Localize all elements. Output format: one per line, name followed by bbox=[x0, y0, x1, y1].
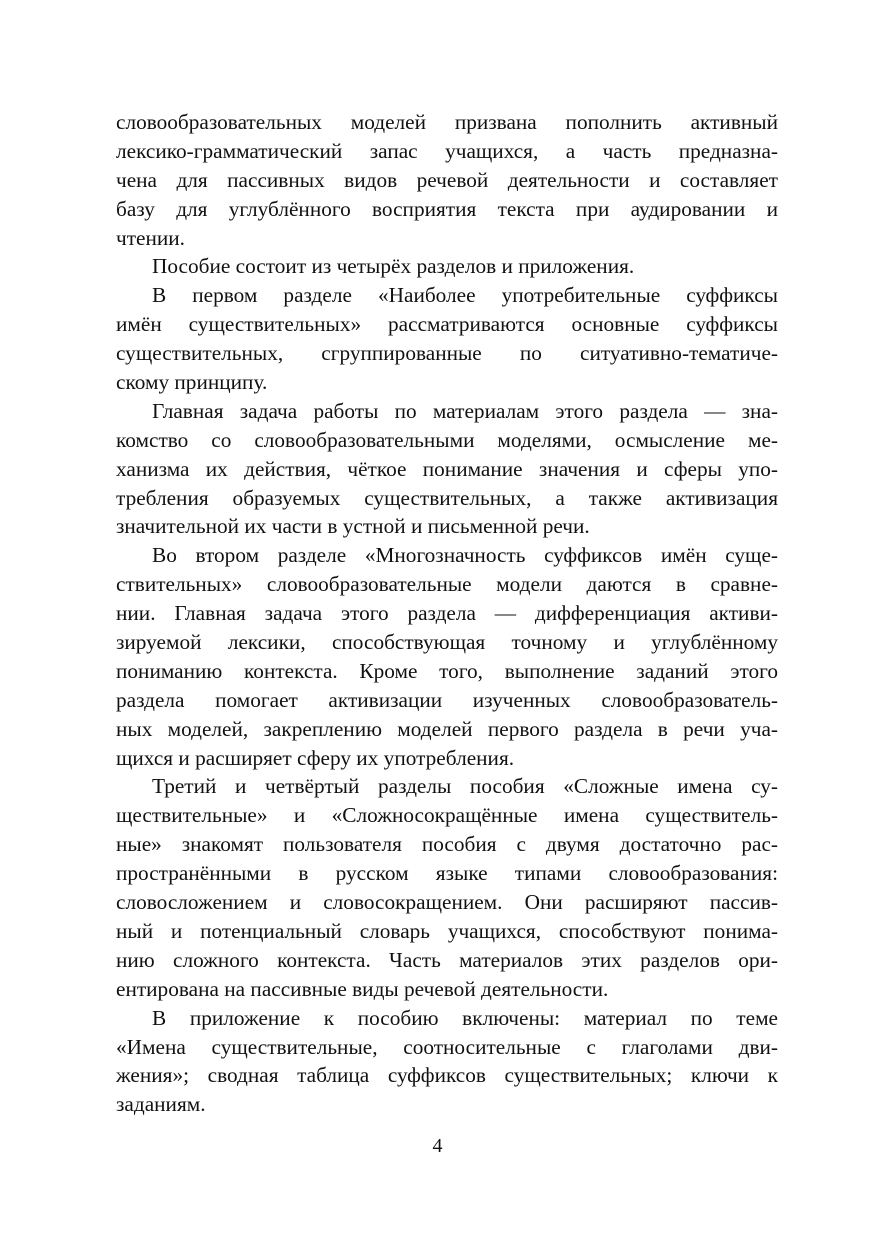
text-line: жения»; сводная таблица суффиксов существительных; ключи к bbox=[116, 1063, 778, 1088]
text-line: пониманию контекста. Кроме того, выполнение заданий этого bbox=[116, 658, 778, 683]
text-line: Главная задача работы по материалам этого раздела — зна- bbox=[152, 398, 778, 423]
paragraph bbox=[116, 1004, 778, 1120]
text-line: имён существительных» рассматриваются основные суффиксы bbox=[116, 312, 778, 337]
text-line: В приложение к пособию включены: материал по теме bbox=[152, 1005, 778, 1030]
text-line: В первом разделе «Наиболее употребительные суффиксы bbox=[152, 283, 778, 308]
text-line: словообразовательных моделей призвана пополнить активный bbox=[116, 110, 778, 134]
text-line: пространёнными в русском языке типами словообразования: bbox=[116, 861, 778, 886]
paragraph bbox=[116, 772, 778, 1003]
text-line: нии. Главная задача этого раздела — дифференциация активи- bbox=[116, 601, 778, 626]
text-line: скому принципу. bbox=[116, 370, 268, 395]
text-line: заданиям. bbox=[116, 1092, 206, 1117]
text-line: словосложением и словосокращением. Они расширяют пассив- bbox=[116, 890, 778, 915]
text-line: ных моделей, закреплению моделей первого раздела в речи уча- bbox=[116, 716, 778, 741]
text-line: существительных, сгруппированные по ситуативно-тематиче- bbox=[116, 341, 778, 366]
paragraph bbox=[116, 108, 778, 252]
paragraph bbox=[116, 252, 778, 281]
text-line: Во втором разделе «Многозначность суффиксов имён суще- bbox=[152, 543, 778, 568]
text-line: требления образуемых существительных, а также активизация bbox=[116, 485, 778, 510]
text-line: лексико-грамматический запас учащихся, а часть предназна- bbox=[116, 138, 778, 163]
text-line: комство со словообразовательными моделями, осмысление ме- bbox=[116, 427, 778, 452]
text-line: Пособие состоит из четырёх разделов и приложения. bbox=[152, 254, 635, 279]
text-line: базу для углублённого восприятия текста при аудировании и bbox=[116, 196, 778, 221]
paragraph bbox=[116, 541, 778, 772]
page-body bbox=[116, 108, 778, 1119]
paragraph bbox=[116, 397, 778, 541]
text-line: зируемой лексики, способствующая точному и углублённому bbox=[116, 630, 778, 655]
text-line: ществительные» и «Сложносокращённые имена существитель- bbox=[116, 803, 778, 828]
text-line: значительной их части в устной и письменной речи. bbox=[116, 514, 590, 539]
text-line: ный и потенциальный словарь учащихся, способствуют понима- bbox=[116, 918, 778, 943]
text-line: чтении. bbox=[116, 225, 185, 250]
paragraph bbox=[116, 281, 778, 397]
text-line: раздела помогает активизации изученных словообразователь- bbox=[116, 687, 778, 712]
page-number: 4 bbox=[432, 1135, 443, 1157]
text-line: ные» знакомят пользователя пособия с двумя достаточно рас- bbox=[116, 832, 778, 857]
text-line: ханизма их действия, чёткое понимание значения и сферы упо- bbox=[116, 456, 778, 481]
text-line: Третий и четвёртый разделы пособия «Сложные имена су- bbox=[152, 774, 778, 799]
text-line: «Имена существительные, соотносительные с глаголами дви- bbox=[116, 1034, 778, 1059]
text-line: ствительных» словообразовательные модели даются в сравне- bbox=[116, 572, 778, 597]
text-line: нию сложного контекста. Часть материалов этих разделов ори- bbox=[116, 947, 778, 972]
text-line: чена для пассивных видов речевой деятельности и составляет bbox=[116, 167, 778, 192]
text-line: щихся и расширяет сферу их употребления. bbox=[116, 745, 515, 770]
text-line: ентирована на пассивные виды речевой деятельности. bbox=[116, 976, 609, 1001]
